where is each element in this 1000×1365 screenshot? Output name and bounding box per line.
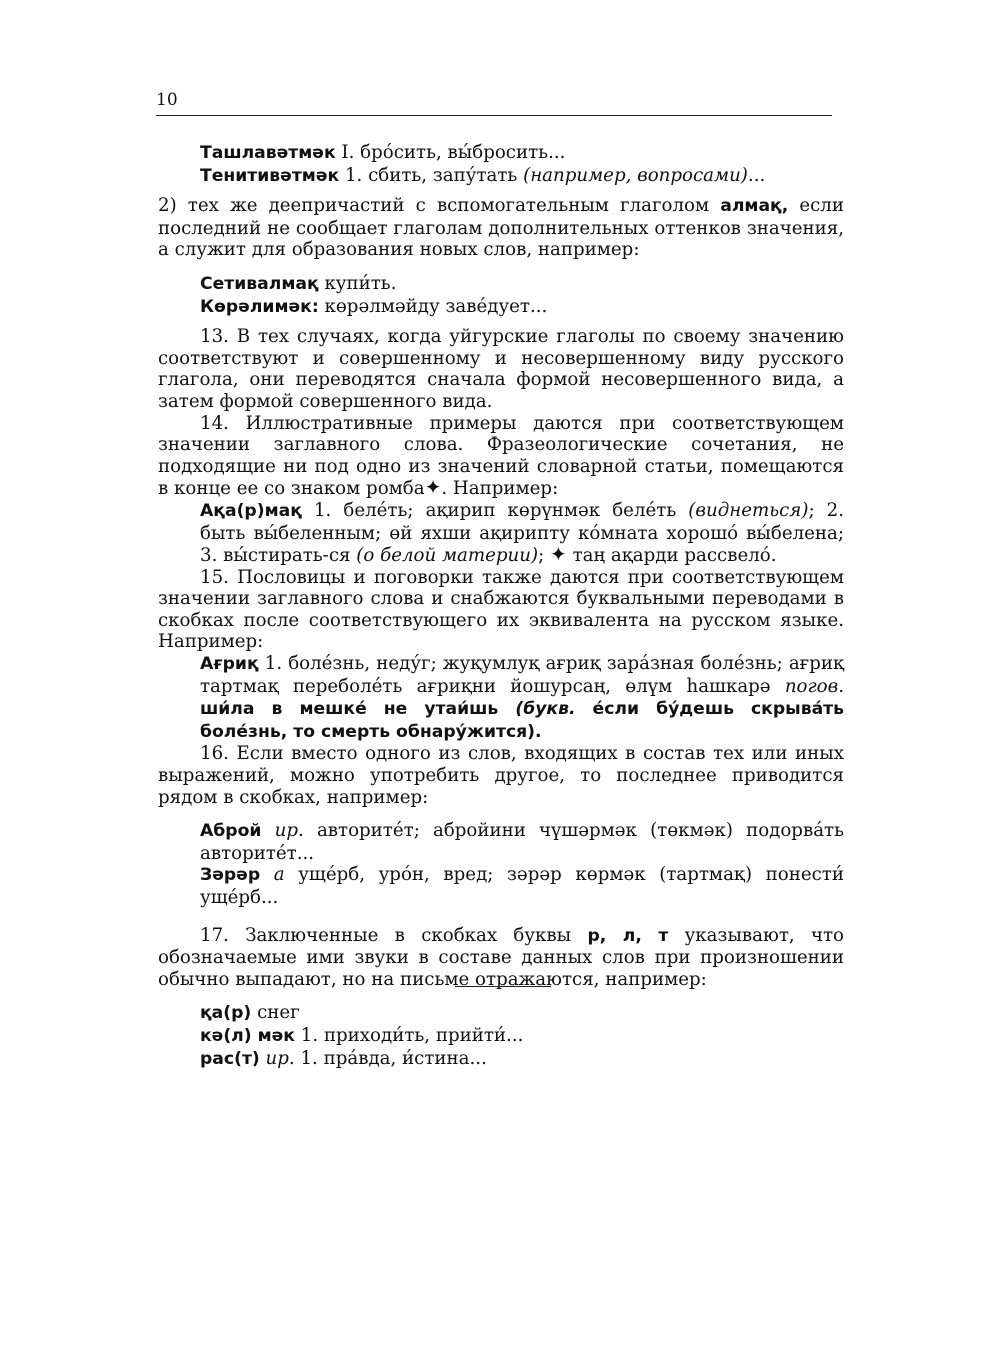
usage-note: (виднеться) <box>688 499 809 521</box>
definition: ; 2. быть вы́беленным; өй яхши ақирипту ко́мната хорошо́ вы́белена; 3. вы́стирать-ся <box>200 499 844 567</box>
headword: Ақа(р)мақ <box>200 500 302 521</box>
headword: Аброй <box>200 821 262 842</box>
headword: Сетивалмақ <box>200 273 319 294</box>
headword: қа(р) <box>200 1003 252 1024</box>
usage-note: (например, вопросами) <box>523 164 748 186</box>
page-content <box>158 142 844 1070</box>
paragraph-text: 17. Заключенные в скобках буквы <box>200 924 588 946</box>
entry-agriq <box>158 653 844 743</box>
paragraph-14 <box>158 413 844 500</box>
headword: Ташлавәтмәк <box>200 143 336 163</box>
entry-tashlavatmak <box>158 142 844 165</box>
usage-note: (букв. <box>515 699 576 720</box>
paragraph-text: указывают, что обозначаемые ими звуки в составе данных слов при произношении обычно выпадают, но на письме отражаются, например: <box>158 924 844 990</box>
definition: уще́рб, уро́н, вред; зәрәр көрмәк (тартмақ) понести́ уще́рб... <box>200 864 844 908</box>
paragraph-15: 15. Пословицы и поговорки также даются при соответствующем значении заглавного слова и снабжаются буквальными переводами в скобках после соответствующего их эквивалента на русском языке. Например: <box>158 566 844 653</box>
bold-term: р, л, т <box>587 925 669 946</box>
entry-kalmak <box>158 1025 844 1048</box>
definition: таң ақарди рассвело́. <box>566 545 777 567</box>
entry-rast <box>158 1048 844 1071</box>
entry-aqarmaq <box>158 500 844 567</box>
paragraph-text: 14. Иллюстративные примеры даются при соответствующем значении заглавного слова. Фразеологические сочетания, не подходящие ни под одно из значений словарной статьи, помещаются в конце ее со знаком ромба <box>158 412 844 500</box>
ellipsis: ... <box>747 164 766 186</box>
definition: ; <box>538 545 551 567</box>
definition: 1. пра́вда, и́стина... <box>294 1047 487 1069</box>
proverb: ши́ла в мешке́ не утаи́шь <box>200 699 516 720</box>
headword: Тенитивәтмәк <box>200 165 340 186</box>
paragraph-17 <box>158 925 844 991</box>
entry-qar <box>158 1002 844 1025</box>
entry-zarar <box>158 864 844 908</box>
definition: авторите́т; абройини чүшәрмәк (төкмәк) подорва́ть авторите́т... <box>200 820 844 864</box>
entry-setivalmak <box>158 273 844 296</box>
page-number: 10 <box>156 90 178 110</box>
paragraph-2 <box>158 195 844 261</box>
entry-tenitivatmak <box>158 165 844 188</box>
usage-note: (о белой материи) <box>356 545 539 567</box>
definition: снег <box>251 1002 300 1024</box>
definition: көрәлмәйду заве́дует... <box>318 295 548 317</box>
usage-note: а <box>260 864 285 886</box>
usage-note: погов. <box>784 675 844 697</box>
definition: 1. боле́знь, неду́г; жуқумлуқ ағриқ зара́зная боле́знь; ағриқ тартмақ переболе́ть ағриқни йошурсаң, өлүм һашкарә <box>200 653 844 697</box>
rhombus-icon: ✦ <box>550 542 567 567</box>
header-rule <box>156 115 832 116</box>
rhombus-icon: ✦ <box>424 475 442 500</box>
definition: 1. беле́ть; ақирип көрүнмәк беле́ть <box>301 499 689 521</box>
proverb: е́сли бу́дешь скрыва́ть боле́знь, то смерть обнару́жится). <box>200 699 844 742</box>
headword: Ағриқ <box>200 654 259 675</box>
headword: Көрәлимәк: <box>200 296 319 317</box>
bold-term: алмақ, <box>720 196 789 217</box>
definition: 1. приходи́ть, прийти́... <box>294 1024 524 1046</box>
definition: I. бро́сить, вы́бросить... <box>335 142 566 163</box>
entry-abroy <box>158 820 844 864</box>
usage-note: ир. <box>261 820 304 842</box>
headword: кә(л) мәк <box>200 1025 295 1046</box>
paragraph-text: 2) тех же деепричастий с вспомогательным глаголом <box>158 195 721 217</box>
definition: 1. сбить, запу́тать <box>339 164 524 186</box>
paragraph-13: 13. В тех случаях, когда уйгурские глаголы по своему значению соответствуют и совершенному и несовершенному виду русского глагола, они переводятся сначала формой несовершенного вида, а затем формой совершенного вида. <box>158 326 844 412</box>
paragraph-text: если последний не сообщает глаголам дополнительных оттенков значения, а служит для образования новых слов, например: <box>158 195 844 261</box>
headword: рас(т) <box>200 1048 260 1069</box>
paragraph-text: . Например: <box>441 478 559 500</box>
section-end-rule <box>455 986 551 987</box>
usage-note: ир. <box>259 1047 295 1069</box>
entry-koralimak <box>158 296 844 319</box>
definition: купи́ть. <box>318 272 397 294</box>
paragraph-16: 16. Если вместо одного из слов, входящих в состав тех или иных выражений, можно употребить другое, то последнее приводится рядом в скобках, например: <box>158 743 844 808</box>
headword: Зәрәр <box>200 865 261 886</box>
